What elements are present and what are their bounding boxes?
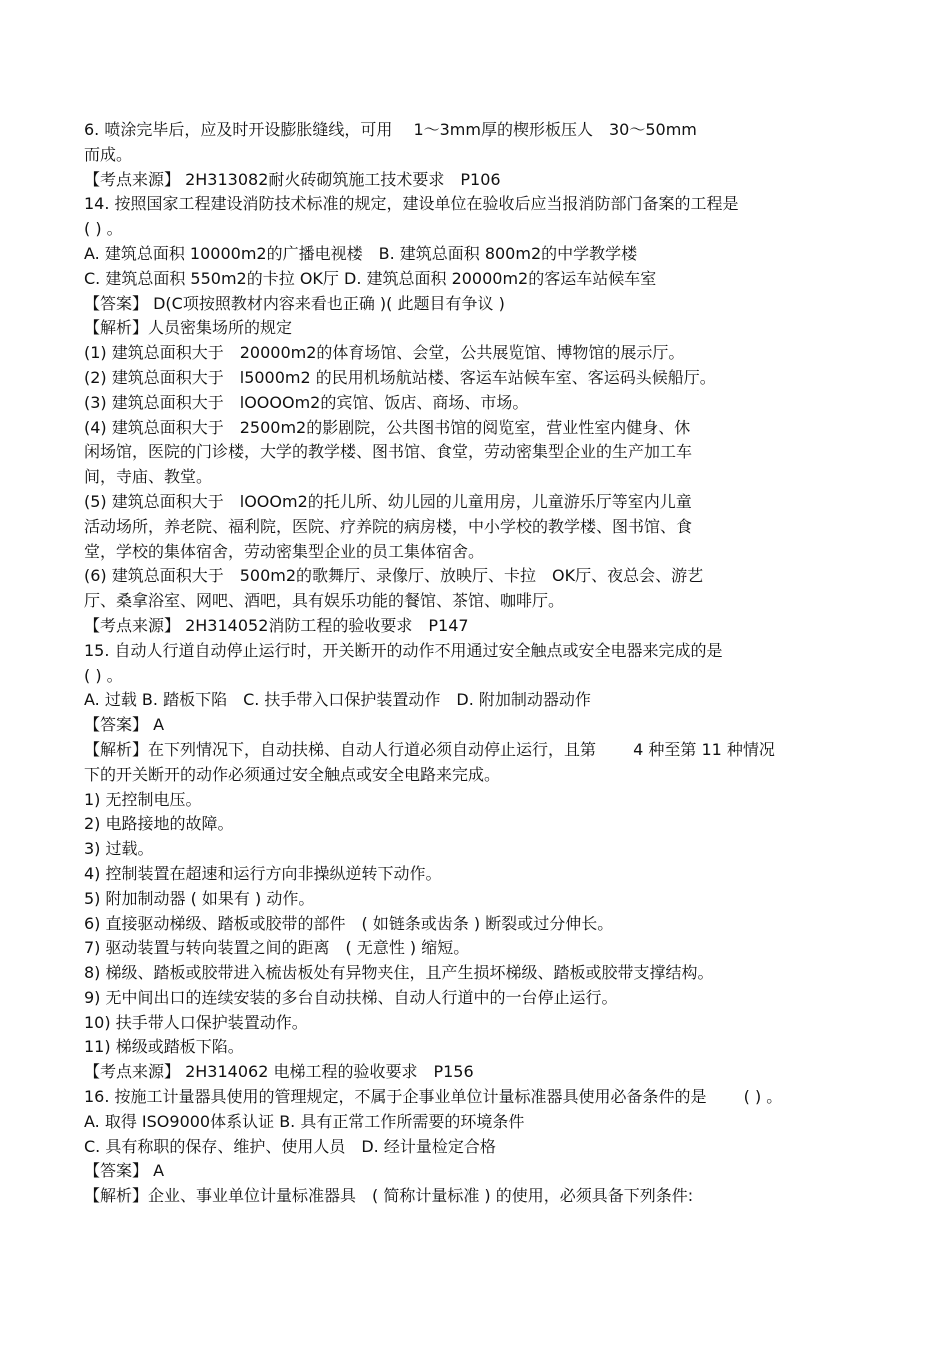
text-line: 7) 驱动装置与转向装置之间的距离 ( 无意性 ) 缩短。 bbox=[84, 938, 470, 958]
text-line: 【解析】企业、事业单位计量标准器具 ( 简称计量标准 ) 的使用，必须具备下列条件: bbox=[84, 1186, 694, 1206]
text-line: 16. 按施工计量器具使用的管理规定，不属于企事业单位计量标准器具使用必备条件的是 ( ) 。 bbox=[84, 1087, 783, 1107]
text-line: 6) 直接驱动梯级、踏板或胶带的部件 ( 如链条或齿条 ) 断裂或过分伸长。 bbox=[84, 913, 614, 933]
text-line: 5) 附加制动器 ( 如果有 ) 动作。 bbox=[84, 888, 315, 908]
text-line: 【考点来源】 2H314052消防工程的验收要求 P147 bbox=[84, 615, 469, 635]
text-line: 8) 梯级、踏板或胶带进入梳齿板处有异物夹住，且产生损坏梯级、踏板或胶带支撑结构。 bbox=[84, 963, 714, 983]
text-line: 【考点来源】 2H313082耐火砖砌筑施工技术要求 P106 bbox=[84, 169, 501, 189]
text-line: ( ) 。 bbox=[84, 219, 123, 239]
text-line: (2) 建筑总面积大于 l5000m2 的民用机场航站楼、客运车站候车室、客运码头候船厅。 bbox=[84, 367, 716, 387]
text-line: 3) 过载。 bbox=[84, 839, 154, 859]
text-line: 9) 无中间出口的连续安装的多台自动扶梯、自动人行道中的一台停止运行。 bbox=[84, 987, 618, 1007]
text-line: 6. 喷涂完毕后，应及时开设膨胀缝线，可用 1～3mm厚的楔形板压人 30～50mm bbox=[84, 120, 697, 139]
text-line: 【答案】 A bbox=[84, 1161, 165, 1181]
text-line: 2) 电路接地的故障。 bbox=[84, 814, 234, 834]
text-line: 11) 梯级或踏板下陷。 bbox=[84, 1037, 244, 1057]
text-line: 闲场馆，医院的门诊楼，大学的教学楼、图书馆、食堂，劳动密集型企业的生产加工车 bbox=[84, 442, 693, 462]
text-line: A. 建筑总面积 10000m2的广播电视楼 B. 建筑总面积 800m2的中学教学楼 bbox=[84, 243, 638, 263]
text-line: 【考点来源】 2H314062 电梯工程的验收要求 P156 bbox=[84, 1062, 474, 1082]
text-line: (1) 建筑总面积大于 20000m2的体育场馆、会堂，公共展览馆、博物馆的展示厅。 bbox=[84, 343, 685, 363]
text-line: 【解析】人员密集场所的规定 bbox=[84, 318, 293, 338]
text-line: (4) 建筑总面积大于 2500m2的影剧院，公共图书馆的阅览室，营业性室内健身、休 bbox=[84, 417, 691, 437]
text-line: 间，寺庙、教堂。 bbox=[84, 467, 213, 487]
text-line: 15. 自动人行道自动停止运行时，开关断开的动作不用通过安全触点或安全电器来完成的是 bbox=[84, 640, 723, 660]
text-line: (3) 建筑总面积大于 lOOOOm2的宾馆、饭店、商场、市场。 bbox=[84, 392, 529, 412]
text-line: 厅、桑拿浴室、网吧、酒吧，具有娱乐功能的餐馆、茶馆、咖啡厅。 bbox=[84, 591, 565, 611]
text-line: 14. 按照国家工程建设消防技术标准的规定，建设单位在验收后应当报消防部门备案的工程是 bbox=[84, 194, 739, 214]
text-line: A. 取得 ISO9000体系认证 B. 具有正常工作所需要的环境条件 bbox=[84, 1111, 525, 1131]
document-page bbox=[84, 118, 874, 1209]
text-line: 下的开关断开的动作必须通过安全触点或安全电路来完成。 bbox=[84, 764, 501, 784]
text-line: ( ) 。 bbox=[84, 665, 123, 685]
text-line: 【答案】 D(C项按照教材内容来看也正确 )( 此题目有争议 ) bbox=[84, 293, 505, 313]
text-line: (6) 建筑总面积大于 500m2的歌舞厅、录像厅、放映厅、卡拉 OK厅、夜总会、游艺 bbox=[84, 566, 704, 586]
text-line: C. 具有称职的保存、维护、使用人员 D. 经计量检定合格 bbox=[84, 1136, 496, 1156]
text-line: C. 建筑总面积 550m2的卡拉 OK厅 D. 建筑总面积 20000m2的客运车站候车室 bbox=[84, 268, 657, 288]
text-line: 活动场所，养老院、福利院，医院、疗养院的病房楼，中小学校的教学楼、图书馆、食 bbox=[84, 516, 693, 536]
text-line: A. 过载 B. 踏板下陷 C. 扶手带入口保护装置动作 D. 附加制动器动作 bbox=[84, 690, 591, 710]
text-line: 【解析】在下列情况下，自动扶梯、自动人行道必须自动停止运行，且第 4 种至第 11 种情况 bbox=[84, 739, 775, 759]
text-line: 【答案】 A bbox=[84, 715, 165, 735]
text-line: 堂，学校的集体宿舍，劳动密集型企业的员工集体宿舍。 bbox=[84, 541, 485, 561]
text-line: (5) 建筑总面积大于 lOOOm2的托儿所、幼儿园的儿童用房，儿童游乐厅等室内儿童 bbox=[84, 491, 692, 511]
text-line: 1) 无控制电压。 bbox=[84, 789, 202, 809]
text-line: 10) 扶手带人口保护装置动作。 bbox=[84, 1012, 308, 1032]
text-line: 而成。 bbox=[84, 144, 133, 164]
text-line: 4) 控制装置在超速和运行方向非操纵逆转下动作。 bbox=[84, 863, 442, 883]
